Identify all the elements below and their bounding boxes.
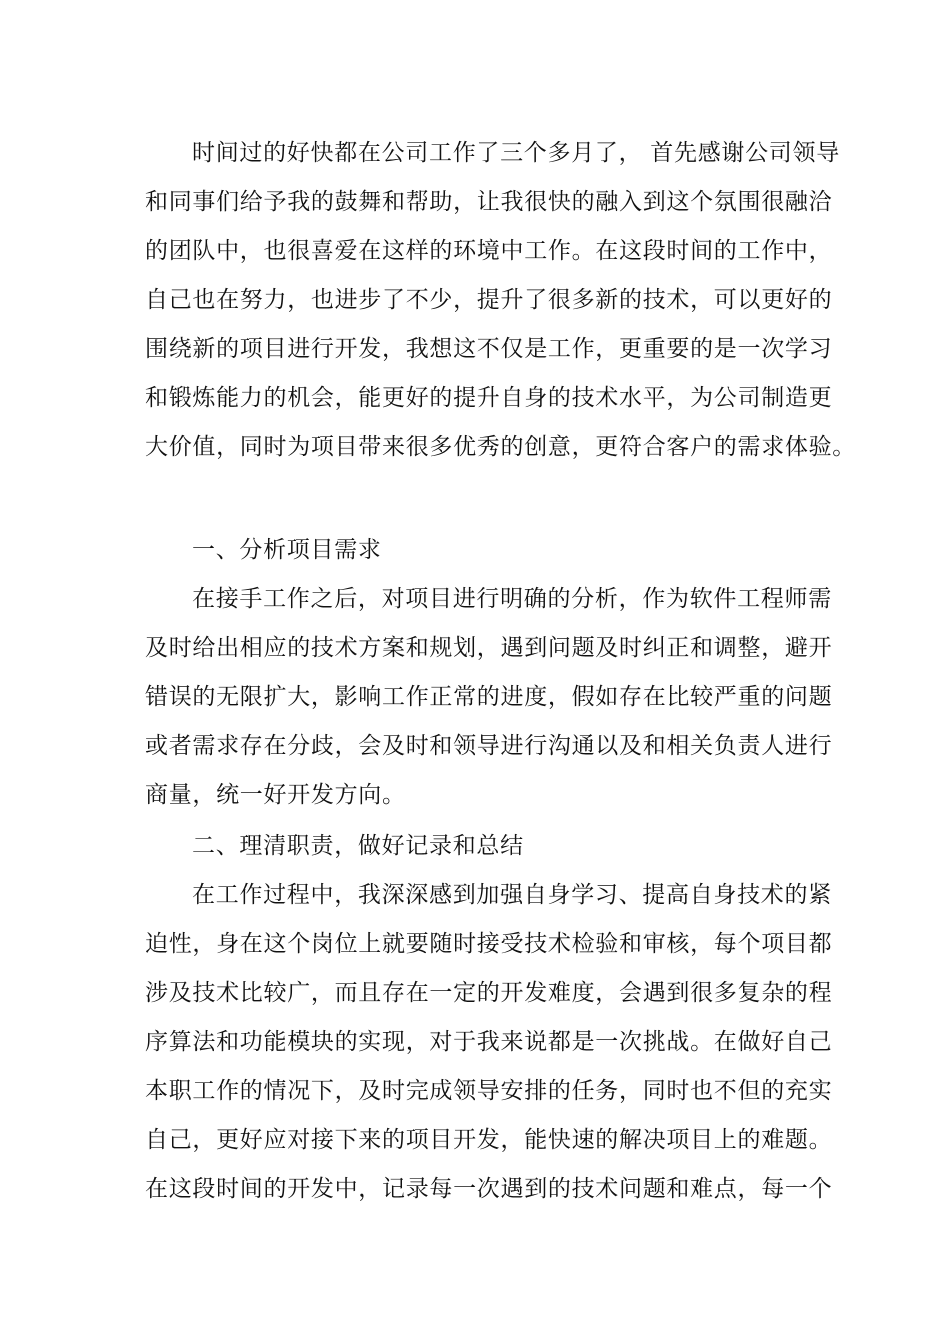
paragraph-line: 大价值，同时为项目带来很多优秀的创意，更符合客户的需求体验。 (145, 434, 856, 460)
section-heading: 二、理清职责，做好记录和总结 (192, 833, 524, 859)
paragraph-line: 自己，更好应对接下来的项目开发，能快速的解决项目上的难题。 (145, 1127, 833, 1153)
paragraph-line: 错误的无限扩大，影响工作正常的进度，假如存在比较严重的问题 (145, 684, 833, 710)
paragraph-line: 在接手工作之后，对项目进行明确的分析，作为软件工程师需 (192, 586, 832, 612)
paragraph-line: 本职工作的情况下，及时完成领导安排的任务，同时也不但的充实 (145, 1078, 833, 1104)
paragraph-line: 时间过的好快都在公司工作了三个多月了， 首先感谢公司领导 (192, 140, 840, 166)
paragraph-line: 迫性，身在这个岗位上就要随时接受技术检验和审核，每个项目都 (145, 931, 833, 957)
paragraph-line: 和同事们给予我的鼓舞和帮助，让我很快的融入到这个氛围很融洽 (145, 189, 833, 215)
paragraph-line: 在工作过程中，我深深感到加强自身学习、提高自身技术的紧 (192, 882, 832, 908)
paragraph-line: 或者需求存在分歧，会及时和领导进行沟通以及和相关负责人进行 (145, 733, 833, 759)
paragraph-line: 涉及技术比较广，而且存在一定的开发难度，会遇到很多复杂的程 (145, 980, 833, 1006)
paragraph-line: 及时给出相应的技术方案和规划，遇到问题及时纠正和调整，避开 (145, 635, 833, 661)
paragraph-line: 在这段时间的开发中，记录每一次遇到的技术问题和难点，每一个 (145, 1176, 833, 1202)
paragraph-line: 自己也在努力，也进步了不少，提升了很多新的技术，可以更好的 (145, 287, 833, 313)
paragraph-line: 和锻炼能力的机会，能更好的提升自身的技术水平，为公司制造更 (145, 385, 833, 411)
paragraph-line: 商量，统一好开发方向。 (145, 782, 406, 808)
paragraph-line: 的团队中，也很喜爱在这样的环境中工作。在这段时间的工作中， (145, 238, 833, 264)
section-heading: 一、分析项目需求 (192, 537, 382, 563)
paragraph-line: 序算法和功能模块的实现，对于我来说都是一次挑战。在做好自己 (145, 1029, 833, 1055)
paragraph-line: 围绕新的项目进行开发，我想这不仅是工作，更重要的是一次学习 (145, 336, 833, 362)
